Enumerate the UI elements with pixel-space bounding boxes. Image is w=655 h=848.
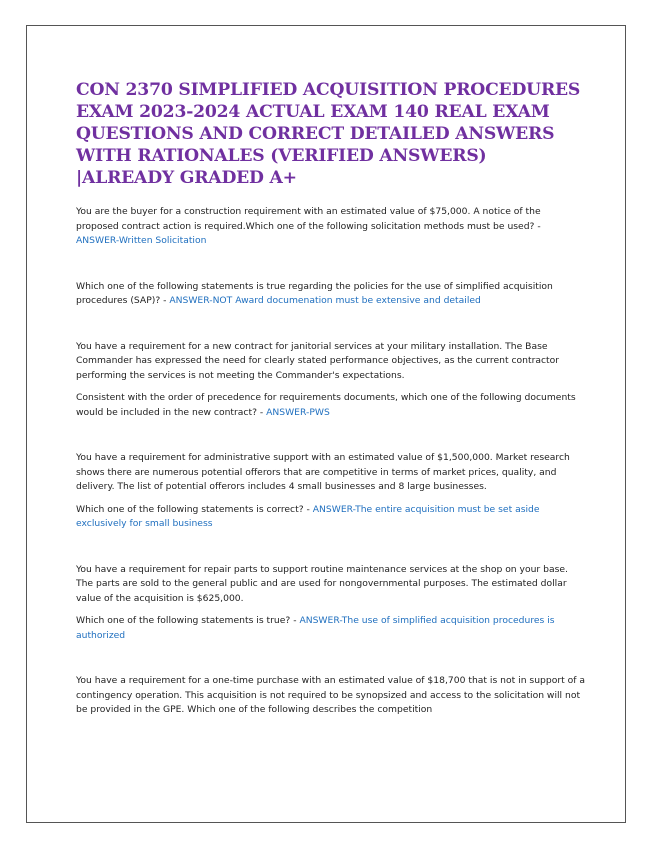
question-3-context: You have a requirement for a new contract for janitorial services at your military installation. The Base Commander has expressed the need for clearly stated performance objectives, as the current contractor performing the services is not meeting the Commander's expectations. [76, 340, 560, 381]
question-text: Consistent with the order of precedence for requirements documents, which one of the following documents would be included in the new contract? - [76, 392, 576, 418]
question-4 [76, 503, 586, 532]
document-title: CON 2370 SIMPLIFIED ACQUISITION PROCEDURES EXAM 2023-2024 ACTUAL EXAM 140 REAL EXAM QUESTIONS AND CORRECT DETAILED ANSWERS WITH RATIONALES (VERIFIED ANSWERS) |ALREADY GRADED A+ [76, 80, 581, 188]
question-5 [76, 614, 586, 643]
question-1 [76, 205, 586, 249]
question-2 [76, 280, 586, 309]
question-text: Which one of the following statements is true? - [76, 615, 300, 626]
answer-text: ANSWER-The entire acquisition must be set aside exclusively for small business [76, 503, 540, 529]
question-6-context: You have a requirement for a one-time purchase with an estimated value of $18,700 that is not in support of a contingency operation. This acquisition is not required to be synopsized and access to the solicitation will not be provided in the GPE. Which one of the following describes the competition [76, 675, 586, 715]
question-text: You are the buyer for a construction requirement with an estimated value of $75,000. A notice of the proposed contract action is required.Which one of the following solicitation methods must be used? - [76, 206, 541, 232]
question-text: Which one of the following statements is true regarding the policies for the use of simplified acquisition procedures (SAP)? - [76, 280, 553, 306]
question-5-context: You have a requirement for repair parts to support routine maintenance services at the shop on your base. The parts are sold to the general public and are used for nongovernmental purposes. The estimated dollar value of the acquisition is $625,000. [76, 563, 568, 604]
question-text: Which one of the following statements is correct? - [76, 503, 313, 515]
answer-text: ANSWER-The use of simplified acquisition procedures is authorized [76, 615, 555, 641]
question-4-context: You have a requirement for administrative support with an estimated value of $1,500,000. Market research shows there are numerous potential offerors that are competitive in terms of market prices, quality, and delivery. The list of potential offerors includes 4 small businesses and 8 large businesses. [76, 452, 570, 492]
question-3 [76, 391, 586, 420]
answer-text: ANSWER-Written Solicitation [76, 235, 207, 246]
answer-text: ANSWER-NOT Award documenation must be extensive and detailed [169, 295, 481, 306]
answer-text: ANSWER-PWS [266, 406, 330, 418]
document-body [76, 79, 586, 718]
